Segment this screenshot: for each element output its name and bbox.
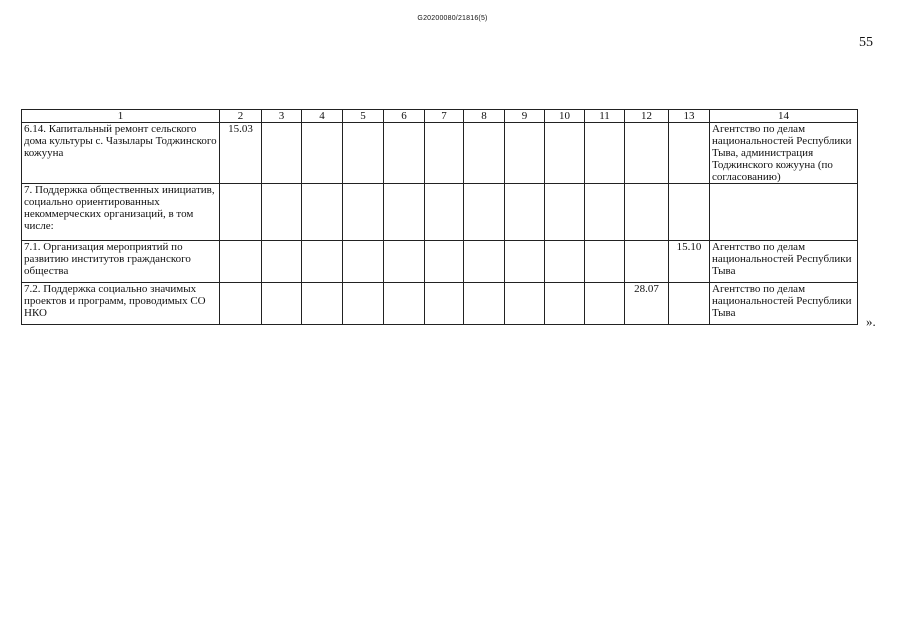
cell-col-12 bbox=[625, 184, 669, 241]
column-header: 8 bbox=[464, 110, 505, 123]
column-header: 13 bbox=[669, 110, 710, 123]
column-header: 2 bbox=[220, 110, 262, 123]
cell-col-13: 15.10 bbox=[669, 241, 710, 283]
column-header: 5 bbox=[343, 110, 384, 123]
row-responsible bbox=[710, 184, 858, 241]
row-name: 7.1. Организация мероприятий по развитию институтов гражданского общества bbox=[22, 241, 220, 283]
column-header: 4 bbox=[302, 110, 343, 123]
column-header: 10 bbox=[545, 110, 585, 123]
cell-col-12 bbox=[625, 241, 669, 283]
column-header: 1 bbox=[22, 110, 220, 123]
column-header: 9 bbox=[505, 110, 545, 123]
cell-col-12 bbox=[625, 123, 669, 184]
table-row bbox=[22, 283, 858, 325]
cell-col-13 bbox=[669, 184, 710, 241]
page-number: 55 bbox=[859, 35, 873, 50]
table-header-row bbox=[22, 110, 858, 123]
cell-col-13 bbox=[669, 123, 710, 184]
column-header: 6 bbox=[384, 110, 425, 123]
cell-col-13 bbox=[669, 283, 710, 325]
row-name: 7.2. Поддержка социально значимых проектов и программ, проводимых СО НКО bbox=[22, 283, 220, 325]
row-responsible: Агентство по делам национальностей Республики Тыва bbox=[710, 241, 858, 283]
row-responsible: Агентство по делам национальностей Республики Тыва, администрация Тоджинского кожууна (по согласованию) bbox=[710, 123, 858, 184]
table-row bbox=[22, 241, 858, 283]
row-responsible: Агентство по делам национальностей Республики Тыва bbox=[710, 283, 858, 325]
plan-table bbox=[21, 109, 858, 325]
cell-col-2 bbox=[220, 241, 262, 283]
column-header: 7 bbox=[425, 110, 464, 123]
column-header: 3 bbox=[262, 110, 302, 123]
row-name: 6.14. Капитальный ремонт сельского дома культуры с. Чазылары Тоджинского кожууна bbox=[22, 123, 220, 184]
column-header: 12 bbox=[625, 110, 669, 123]
closing-quote-mark: ». bbox=[866, 314, 876, 329]
document-id: G20200080/21816(5) bbox=[417, 15, 488, 22]
column-header: 14 bbox=[710, 110, 858, 123]
row-name: 7. Поддержка общественных инициатив, социально ориентированных некоммерческих организаций, в том числе: bbox=[22, 184, 220, 241]
cell-col-2: 15.03 bbox=[220, 123, 262, 184]
table-row bbox=[22, 184, 858, 241]
cell-col-2 bbox=[220, 283, 262, 325]
cell-col-12: 28.07 bbox=[625, 283, 669, 325]
table-row bbox=[22, 123, 858, 184]
cell-col-2 bbox=[220, 184, 262, 241]
column-header: 11 bbox=[585, 110, 625, 123]
